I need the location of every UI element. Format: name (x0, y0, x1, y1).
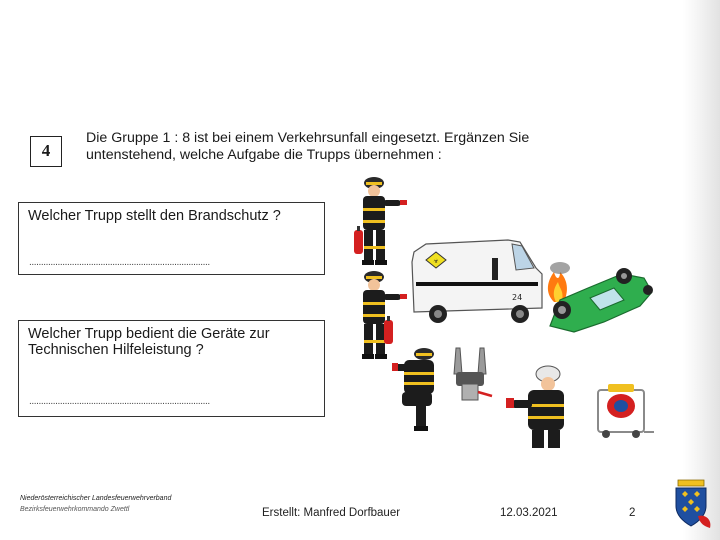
slide-edge-shadow (683, 0, 720, 540)
task-instruction-line-1: Die Gruppe 1 : 8 ist bei einem Verkehrsunfall eingesetzt. Ergänzen Sie (86, 130, 530, 146)
footer-organisation-name: Niederösterreichischer Landesfeuerwehrverband (20, 495, 172, 502)
accident-scene-illustration (330, 170, 670, 460)
question-2-line-1: Welcher Trupp bedient die Geräte zur (28, 326, 270, 342)
equipment-cart-icon (598, 384, 654, 438)
vehicle-number: 24 (512, 293, 523, 302)
footer-organisation (20, 493, 171, 515)
question-1-answer-line[interactable]: ............................................................................ (29, 257, 210, 268)
question-2-text (28, 326, 270, 358)
footer-district: Bezirksfeuerwehrkommando Zwettl (20, 506, 130, 513)
firefighter-extinguisher-2-icon (362, 271, 407, 359)
overturned-car-icon (550, 268, 653, 332)
footer-date: 12.03.2021 (500, 507, 558, 519)
van-icon (412, 240, 542, 323)
task-instruction-line-2: untenstehend, welche Aufgabe die Trupps übernehmen : (86, 147, 442, 163)
question-1-text (28, 208, 281, 224)
firefighter-extinguisher-icon (354, 177, 407, 265)
task-number-box (30, 136, 62, 167)
question-box-1 (18, 202, 325, 275)
question-2-answer-line[interactable]: ............................................................................ (29, 396, 210, 407)
firefighter-crouching-icon (392, 348, 434, 431)
footer-author: Erstellt: Manfred Dorfbauer (262, 507, 401, 519)
question-2-line-2: Technischen Hilfeleistung ? (28, 342, 204, 358)
page-number: 2 (629, 507, 636, 519)
task-number: 4 (41, 141, 51, 160)
task-instruction (86, 130, 556, 164)
svg-text:☣: ☣ (433, 258, 439, 265)
question-1-line-1: Welcher Trupp stellt den Brandschutz ? (28, 208, 281, 224)
rescue-spreader-icon (454, 348, 492, 400)
firefighter-rescue-icon (506, 366, 564, 448)
fire-icon (548, 262, 570, 302)
question-box-2 (18, 320, 325, 417)
coat-of-arms-logo-icon (668, 476, 714, 532)
